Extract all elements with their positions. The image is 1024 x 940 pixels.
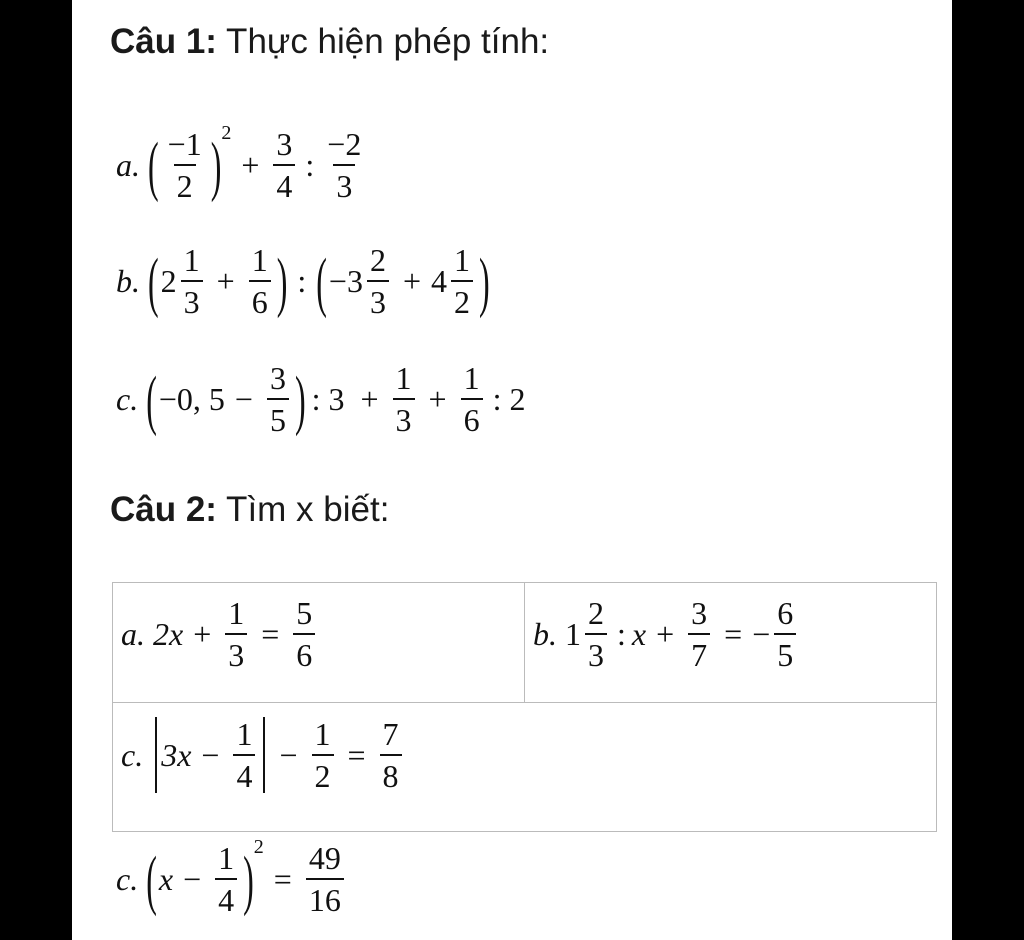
problem-2c (121, 717, 406, 793)
denominator: 3 (225, 633, 247, 671)
denominator: 2 (312, 754, 334, 792)
decimal-term: −0, 5 (158, 380, 225, 417)
division-operator: : (617, 615, 626, 652)
minus-operator: − (234, 380, 253, 417)
problem-1b-label: b. (116, 262, 140, 299)
numerator: 2 (369, 242, 386, 278)
plus-operator: + (241, 146, 260, 183)
numerator: −2 (327, 126, 362, 162)
equals-sign: = (261, 615, 280, 652)
variable-x: x (158, 860, 174, 897)
numerator: 3 (691, 595, 708, 631)
problem-2c-label: c. (121, 736, 144, 773)
numerator: −1 (167, 126, 202, 162)
denominator: 5 (267, 398, 289, 436)
fraction (233, 718, 255, 792)
left-paren: ( (148, 127, 159, 203)
equals-sign: = (724, 615, 743, 652)
problem-2b-label: b. (533, 615, 557, 652)
numerator: 1 (228, 595, 245, 631)
numerator: 1 (314, 716, 331, 752)
plus-operator: + (216, 262, 235, 299)
denominator: 5 (774, 633, 796, 671)
right-paren: ) (210, 127, 222, 203)
absolute-value-bar (155, 717, 157, 793)
question-2-heading (110, 490, 389, 530)
negative-sign: − (752, 615, 771, 652)
whole-part: −3 (328, 262, 363, 299)
denominator: 6 (249, 280, 271, 318)
fraction (324, 128, 364, 202)
numerator: 1 (183, 242, 200, 278)
right-paren: ) (294, 361, 306, 437)
denominator: 4 (215, 878, 237, 916)
numerator: 6 (777, 595, 794, 631)
problem-2d-label: c. (116, 860, 139, 897)
division-operator: : (305, 146, 315, 183)
question-1-heading (110, 22, 549, 62)
problem-2a-label: a. (121, 615, 145, 652)
fraction (688, 597, 710, 671)
numerator: 1 (463, 360, 480, 396)
problem-2b (533, 597, 800, 671)
denominator: 6 (461, 398, 483, 436)
fraction (249, 244, 271, 318)
denominator: 3 (585, 633, 607, 671)
denominator: 6 (293, 633, 315, 671)
numerator: 1 (251, 242, 268, 278)
fraction (461, 362, 483, 436)
problem-1c (116, 362, 531, 436)
denominator: 2 (451, 280, 473, 318)
fraction (380, 718, 402, 792)
numerator: 1 (236, 716, 253, 752)
denominator: 3 (333, 164, 355, 202)
problem-1b (116, 244, 490, 318)
numerator: 5 (296, 595, 313, 631)
plus-operator: + (360, 380, 379, 417)
mixed-number (161, 244, 207, 318)
numerator: 2 (588, 595, 604, 631)
variable-x: x (631, 615, 647, 652)
worksheet (72, 0, 952, 940)
fraction (165, 128, 205, 202)
right-paren: ) (276, 243, 288, 319)
denominator: 3 (393, 398, 415, 436)
whole-part: 1 (565, 615, 581, 652)
whole-part: 2 (160, 262, 177, 299)
equals-sign: = (273, 860, 292, 897)
question-2-label: Câu 2: (110, 490, 217, 529)
fraction (451, 244, 473, 318)
problem-1a-label: a. (116, 146, 140, 183)
left-paren: ( (316, 243, 327, 319)
table-cell-b (525, 583, 937, 703)
fraction (774, 597, 796, 671)
right-paren: ) (479, 243, 490, 319)
denominator: 16 (306, 878, 344, 916)
table-cell-a (113, 583, 525, 703)
numerator: 3 (276, 126, 293, 162)
numerator: 7 (382, 716, 399, 752)
denominator: 4 (273, 164, 295, 202)
denominator: 7 (688, 633, 710, 671)
mixed-number (565, 597, 611, 671)
question-1-label: Câu 1: (110, 22, 217, 61)
right-paren: ) (243, 841, 254, 917)
problem-2a (121, 597, 319, 671)
term: 3x (161, 736, 192, 773)
denominator: 4 (233, 754, 255, 792)
numerator: 1 (395, 360, 412, 396)
term: 2x (153, 615, 184, 652)
fraction (393, 362, 415, 436)
fraction (306, 842, 344, 916)
left-paren: ( (146, 361, 157, 437)
problem-1c-label: c. (116, 380, 139, 417)
mixed-number (329, 244, 393, 318)
fraction (273, 128, 295, 202)
denominator: 2 (174, 164, 196, 202)
mixed-number (431, 244, 477, 318)
division-term: : 3 (311, 380, 345, 417)
problem-2d (116, 836, 348, 918)
fraction (293, 597, 315, 671)
division-term: : 2 (492, 380, 526, 417)
denominator: 8 (380, 754, 402, 792)
problem-1a (116, 122, 368, 204)
equals-sign: = (347, 736, 366, 773)
numerator: 1 (218, 840, 235, 876)
numerator: 3 (269, 360, 286, 396)
plus-operator: + (193, 615, 212, 652)
question-1-text: Thực hiện phép tính: (216, 22, 550, 61)
plus-operator: + (656, 615, 675, 652)
left-paren: ( (146, 841, 157, 917)
numerator: 1 (454, 242, 470, 278)
exponent: 2 (221, 122, 232, 144)
fraction (312, 718, 334, 792)
fraction (367, 244, 389, 318)
numerator: 49 (308, 840, 341, 876)
fraction (181, 244, 203, 318)
minus-operator: − (183, 860, 202, 897)
denominator: 3 (181, 280, 203, 318)
equations-table (112, 582, 937, 832)
exponent: 2 (253, 836, 264, 858)
whole-part: 4 (431, 262, 447, 299)
table-cell-c (113, 703, 938, 831)
division-operator: : (297, 262, 307, 299)
fraction (215, 842, 237, 916)
fraction (585, 597, 607, 671)
absolute-value-bar (263, 717, 265, 793)
left-paren: ( (148, 243, 159, 319)
fraction (225, 597, 247, 671)
denominator: 3 (367, 280, 389, 318)
plus-operator: + (402, 262, 421, 299)
plus-operator: + (428, 380, 447, 417)
fraction (267, 362, 289, 436)
question-2-text: Tìm x biết: (216, 490, 390, 529)
minus-operator: − (201, 736, 220, 773)
minus-operator: − (279, 736, 298, 773)
